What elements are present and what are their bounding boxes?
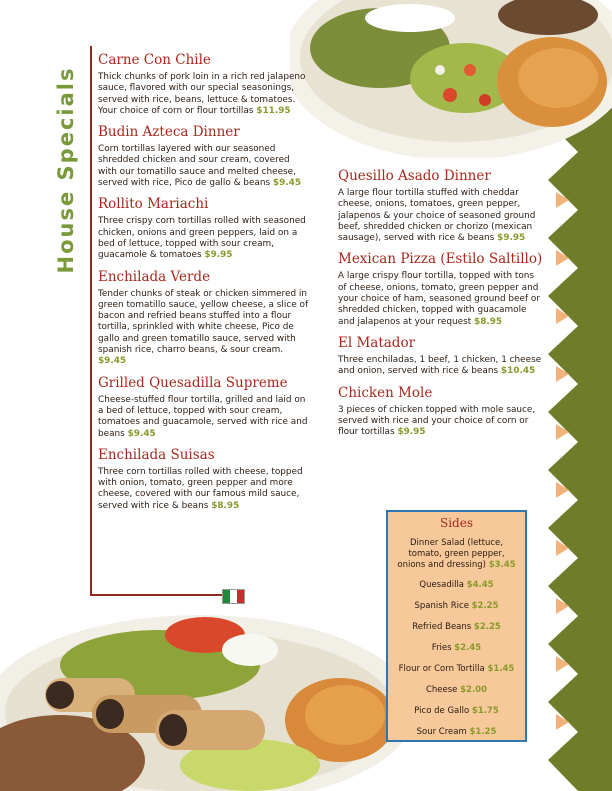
- item-name: Budin Azteca Dinner: [98, 124, 240, 141]
- sides-box: [386, 510, 527, 742]
- item-name: Mexican Pizza (Estilo Saltillo): [338, 251, 543, 268]
- side-price: $2.45: [454, 643, 482, 653]
- food-photo-bottom: [0, 600, 420, 791]
- side-item: Sour Cream $1.25: [416, 727, 497, 737]
- item-price: $9.95: [397, 427, 426, 438]
- item-name: Grilled Quesadilla Supreme: [98, 374, 288, 391]
- mexico-flag-icon: [222, 589, 245, 604]
- item-name: Carne Con Chile: [98, 52, 211, 68]
- item-price: $9.45: [127, 428, 156, 439]
- menu-column-right: [338, 168, 543, 445]
- side-price: $2.25: [471, 601, 499, 611]
- item-description: Corn tortillas layered with our seasoned shredded chicken and sour cream, covered with our tomatillo sauce and melted cheese, served with rice, Pico de gallo & beans $9.45: [98, 144, 301, 189]
- item-description: A large crispy flour tortilla, topped with tons of cheese, onions, tomato, green pepper and your choice of ham, seasoned ground beef or shredded chicken, topped with guacamole and jalapenos at your request $8.95: [338, 271, 540, 327]
- side-price: $2.25: [473, 622, 501, 632]
- item-price: $9.45: [98, 356, 127, 367]
- menu-item: [338, 385, 543, 439]
- item-name: Enchilada Verde: [98, 268, 211, 285]
- side-item: Quesadilla $4.45: [419, 580, 494, 590]
- menu-item: [338, 251, 543, 327]
- item-price: $8.95: [474, 316, 503, 327]
- side-item: Dinner Salad (lettuce, tomato, green pepper, onions and dressing) $3.45: [397, 538, 516, 570]
- item-price: $8.95: [211, 500, 240, 511]
- frame-divider: [90, 46, 92, 596]
- menu-item: [338, 335, 543, 378]
- sides-title: Sides: [440, 516, 473, 530]
- menu-item: [98, 375, 310, 440]
- side-price: $3.45: [488, 560, 516, 570]
- item-description: Tender chunks of steak or chicken simmered in green tomatillo sauce, yellow cheese, a slice of bacon and refried beans stuffed into a flour tortilla, sprinkled with white cheese, Pico de gallo and green tomatillo sauce, served with spanish rice, charro beans, & sour cream. $9.45: [98, 288, 309, 367]
- item-description: Three enchiladas, 1 beef, 1 chicken, 1 cheese and onion, served with rice & beans $10.45: [338, 354, 542, 377]
- item-description: Three corn tortillas rolled with cheese, topped with onion, tomato, green pepper and more cheese, covered with our famous mild sauce, served with rice & beans $8.95: [98, 466, 303, 511]
- menu-item: [98, 269, 310, 368]
- side-item: Cheese $2.00: [425, 685, 488, 695]
- item-price: $9.45: [272, 178, 301, 189]
- side-item: Spanish Rice $2.25: [414, 601, 499, 611]
- side-item: Fries $2.45: [431, 643, 482, 653]
- frame-divider: [90, 594, 240, 596]
- item-name: Quesillo Asado Dinner: [338, 168, 491, 184]
- menu-item: [98, 447, 310, 512]
- item-price: $9.95: [204, 250, 233, 261]
- side-item: Flour or Corn Tortilla $1.45: [398, 664, 515, 674]
- section-title: House Specials: [54, 66, 78, 274]
- side-price: $1.75: [471, 706, 499, 716]
- side-item: Pico de Gallo $1.75: [414, 706, 499, 716]
- menu-item: [338, 168, 543, 244]
- food-photo-top: [290, 0, 612, 158]
- item-price: $11.95: [256, 105, 291, 116]
- item-price: $10.45: [500, 366, 536, 377]
- menu-item: [98, 124, 310, 189]
- side-item: Refried Beans $2.25: [412, 622, 501, 632]
- item-name: Enchilada Suisas: [98, 446, 215, 463]
- item-description: Three crispy corn tortillas rolled with seasoned chicken, onions and green peppers, laid on a bed of lettuce, topped with sour cream, guacamole & tomatoes $9.95: [98, 216, 306, 261]
- item-description: Cheese-stuffed flour tortilla, grilled and laid on a bed of lettuce, topped with sour cream, tomatoes and guacamole, served with rice and beans $9.45: [98, 394, 308, 439]
- side-price: $1.25: [469, 727, 497, 737]
- item-name: Rollito Mariachi: [98, 196, 209, 213]
- side-price: $2.00: [460, 685, 488, 695]
- item-description: Thick chunks of pork loin in a rich red jalapeno sauce, flavored with our special seasonings, served with rice, beans, lettuce & tomatoes. Your choice of corn or flour tortillas $11.95: [98, 72, 306, 116]
- side-price: $1.45: [487, 664, 515, 674]
- item-name: Chicken Mole: [338, 384, 433, 401]
- item-name: El Matador: [338, 334, 416, 351]
- menu-column-left: [98, 52, 310, 519]
- item-description: A large flour tortilla stuffed with cheddar cheese, onions, tomatoes, green pepper, jalapenos & your choice of seasoned ground beef, shredded chicken or chorizo (mexican sausage), served with rice & beans $9.95: [338, 188, 536, 244]
- side-price: $4.45: [466, 580, 494, 590]
- item-price: $9.95: [497, 233, 526, 244]
- menu-item: [98, 52, 310, 117]
- item-description: 3 pieces of chicken topped with mole sauce, served with rice and your choice of corn or flour tortillas $9.95: [338, 404, 536, 438]
- menu-item: [98, 196, 310, 261]
